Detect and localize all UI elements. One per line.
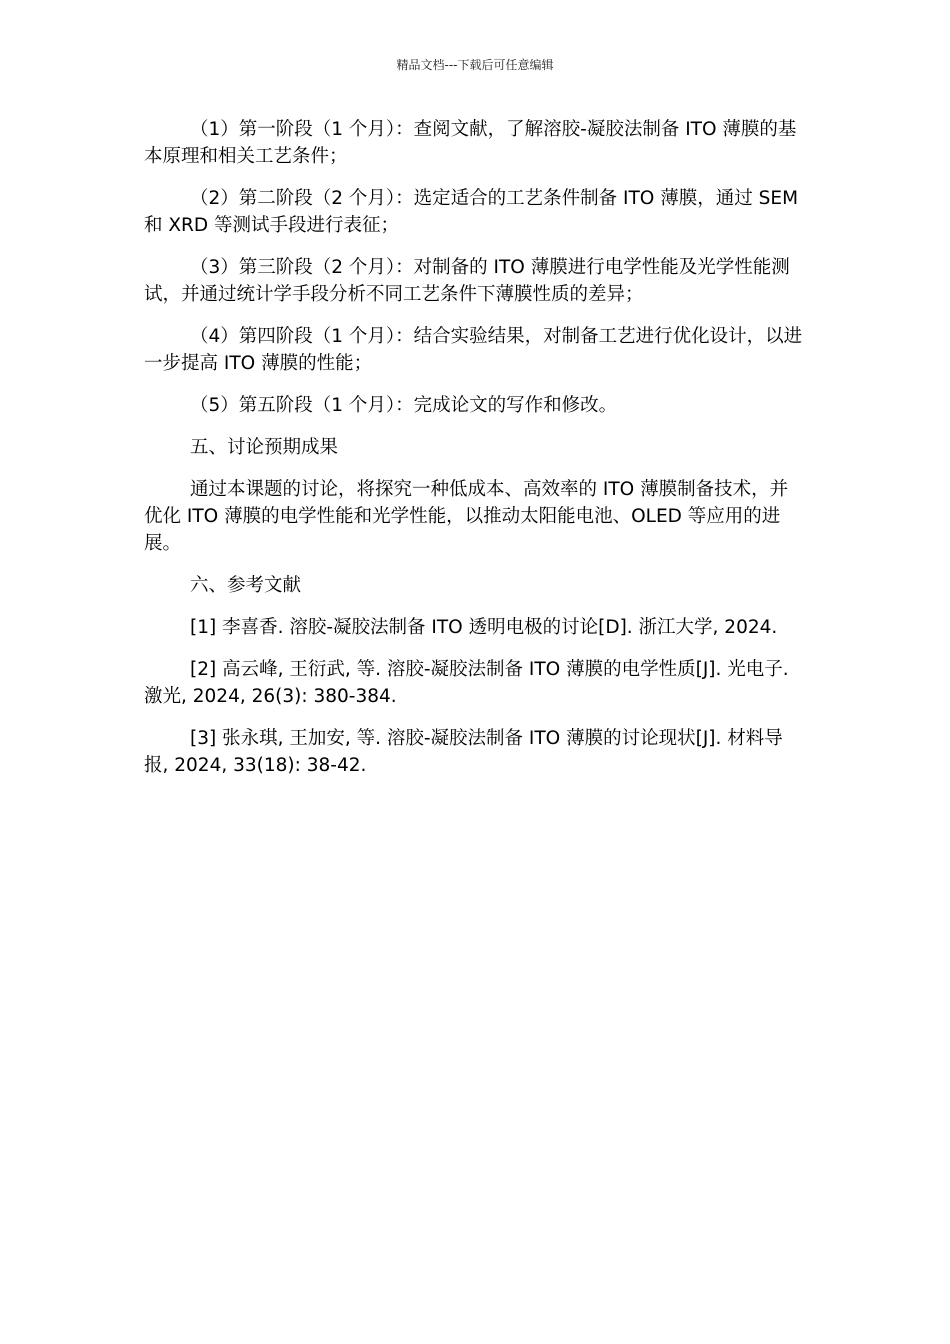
reference-item: [3] 张永琪, 王加安, 等. 溶胶-凝胶法制备 ITO 薄膜的讨论现状[J]. 材料导报, 2024, 33(18): 38-42. — [144, 728, 783, 776]
reference-item: [1] 李喜香. 溶胶-凝胶法制备 ITO 透明电极的讨论[D]. 浙江大学, 2024. — [190, 617, 778, 638]
reference-item: [2] 高云峰, 王衍武, 等. 溶胶-凝胶法制备 ITO 薄膜的电学性质[J]. 光电子.激光, 2024, 26(3): 380-384. — [144, 659, 789, 707]
stage-item: （5）第五阶段（1 个月）：完成论文的写作和修改。 — [190, 395, 618, 416]
section-heading-expected-results: 五、讨论预期成果 — [190, 437, 339, 458]
stage-item: （2）第二阶段（2 个月）：选定适合的工艺条件制备 ITO 薄膜，通过 SEM 和 XRD 等测试手段进行表征； — [144, 188, 799, 236]
page-header: 精品文档---下载后可任意编辑 — [396, 58, 554, 72]
stage-item: （1）第一阶段（1 个月）：查阅文献，了解溶胶-凝胶法制备 ITO 薄膜的基本原理和相关工艺条件； — [144, 119, 797, 167]
section-heading-references: 六、参考文献 — [190, 575, 302, 596]
stage-item: （4）第四阶段（1 个月）：结合实验结果，对制备工艺进行优化设计，以进一步提高 ITO 薄膜的性能； — [144, 326, 803, 374]
expected-results-paragraph: 通过本课题的讨论，将探究一种低成本、高效率的 ITO 薄膜制备技术，并优化 ITO 薄膜的电学性能和光学性能，以推动太阳能电池、OLED 等应用的进展。 — [144, 479, 789, 554]
stage-item: （3）第三阶段（2 个月）：对制备的 ITO 薄膜进行电学性能及光学性能测试，并通过统计学手段分析不同工艺条件下薄膜性质的差异； — [144, 257, 790, 305]
document-body — [144, 116, 806, 794]
